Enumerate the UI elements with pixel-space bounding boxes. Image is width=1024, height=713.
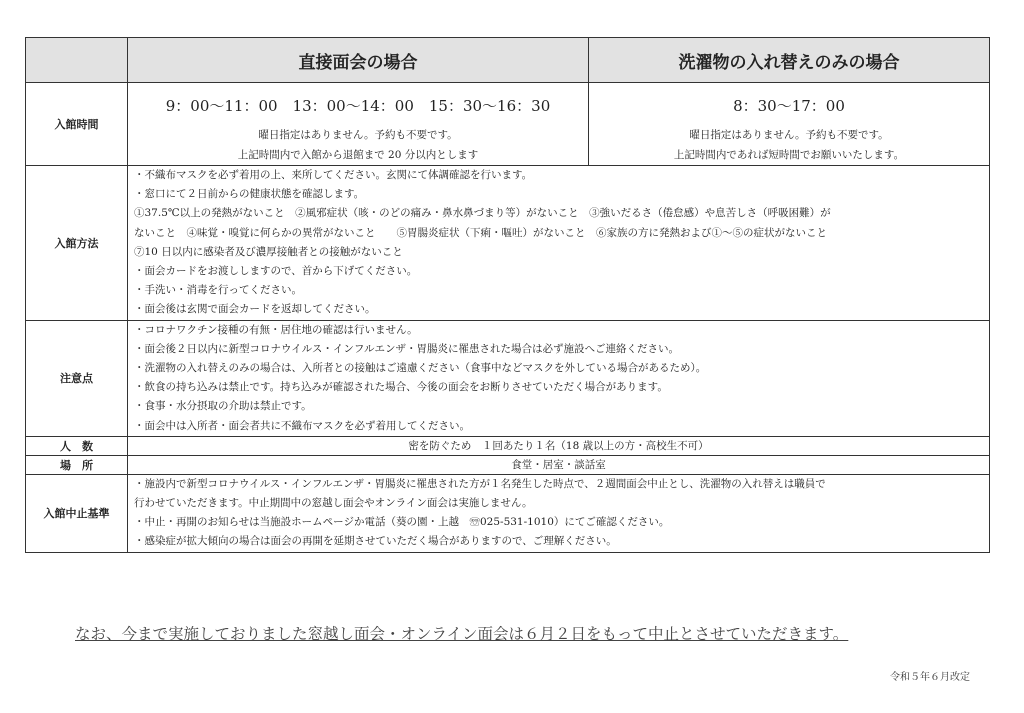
direct-note-1: 曜日指定はありません。予約も不要です。 [258, 129, 458, 141]
header-laundry-only: 洗濯物の入れ替えのみの場合 [589, 38, 990, 83]
place-value: 食堂・居室・談話室 [128, 455, 990, 474]
notes-line: ・食事・水分摂取の介助は禁止です。 [134, 400, 312, 413]
laundry-note-1: 曜日指定はありません。予約も不要です。 [689, 129, 889, 141]
header-direct-visit: 直接面会の場合 [128, 38, 589, 83]
visiting-rules-table [25, 37, 990, 553]
row-label-hours: 入館時間 [26, 83, 128, 166]
revision-date: 令和５年６月改定 [890, 672, 970, 683]
method-line: ・窓口にて２日前からの健康状態を確認します。 [134, 188, 365, 201]
laundry-hours-cell [589, 83, 990, 166]
row-label-suspension: 入館中止基準 [26, 474, 128, 552]
row-label-people: 人 数 [26, 436, 128, 455]
method-line: ・手洗い・消毒を行ってください。 [134, 284, 302, 297]
row-label-place: 場 所 [26, 455, 128, 474]
notes-line: ・飲食の持ち込みは禁止です。持ち込みが確認された場合、今後の面会をお断りさせていただく場合があります。 [134, 381, 668, 394]
notes-content [128, 320, 990, 436]
method-line: ないこと ④味覚・嗅覚に何らかの異常がないこと ⑤胃腸炎症状（下痢・嘔吐）がないこと ⑥家族の方に発熱および①〜⑤の症状がないこと [134, 226, 827, 239]
method-line: ①37.5℃以上の発熱がないこと ②風邪症状（咳・のどの痛み・鼻水鼻づまり等）がないこと ③強いだるさ（倦怠感）や息苦しさ（呼吸困難）が [134, 207, 831, 220]
suspension-line: ・中止・再開のお知らせは当施設ホームページか電話（葵の園・上越 ☏025-531-1010）にてご確認ください。 [134, 516, 670, 529]
suspension-line: ・感染症が拡大傾向の場合は面会の再開を延期させていただく場合がありますので、ご理解ください。 [134, 535, 617, 548]
footer-note: なお、今まで実施しておりました窓越し面会・オンライン面会は６月２日をもって中止とさせていただきます。 [75, 625, 849, 643]
direct-note-2: 上記時間内で入館から退館まで 20 分以内とします [237, 149, 479, 161]
direct-time: 9：00〜11：00 13：00〜14：00 15：30〜16：30 [165, 97, 551, 115]
notes-line: ・面会後２日以内に新型コロナウイルス・インフルエンザ・胃腸炎に罹患された場合は必ず施設へご連絡ください。 [134, 342, 679, 355]
method-line: ・面会後は玄関で面会カードを返却してください。 [134, 303, 376, 316]
laundry-note-2: 上記時間内であれば短時間でお願いいたします。 [673, 149, 905, 161]
notes-line: ・面会中は入所者・面会者共に不織布マスクを必ず着用してください。 [134, 419, 470, 432]
header-corner-cell [26, 38, 128, 83]
suspension-line: 行わせていただきます。中止期間中の窓越し面会やオンライン面会は実施しません。 [134, 497, 533, 510]
method-line: ・面会カードをお渡ししますので、首から下げてください。 [134, 265, 418, 278]
direct-hours-cell [128, 83, 589, 166]
notes-line: ・コロナワクチン接種の有無・居住地の確認は行いません。 [134, 323, 418, 336]
suspension-content [128, 474, 990, 552]
method-line: ・不織布マスクを必ず着用の上、来所してください。玄関にて体調確認を行います。 [134, 169, 533, 181]
laundry-time: 8：30〜17：00 [733, 97, 845, 115]
method-content [128, 166, 990, 321]
method-line: ⑦10 日以内に感染者及び濃厚接触者との接触がないこと [134, 245, 403, 258]
row-label-method: 入館方法 [26, 166, 128, 321]
notes-line: ・洗濯物の入れ替えのみの場合は、入所者との接触はご遠慮ください（食事中などマスクを外している場合があるため）。 [134, 362, 707, 375]
row-label-notes: 注意点 [26, 320, 128, 436]
people-value: 密を防ぐため １回あたり１名（18 歳以上の方・高校生不可） [128, 436, 990, 455]
suspension-line: ・施設内で新型コロナウイルス・インフルエンザ・胃腸炎に罹患された方が１名発生した時点で、２週間面会中止とし、洗濯物の入れ替えは職員で [134, 477, 826, 490]
